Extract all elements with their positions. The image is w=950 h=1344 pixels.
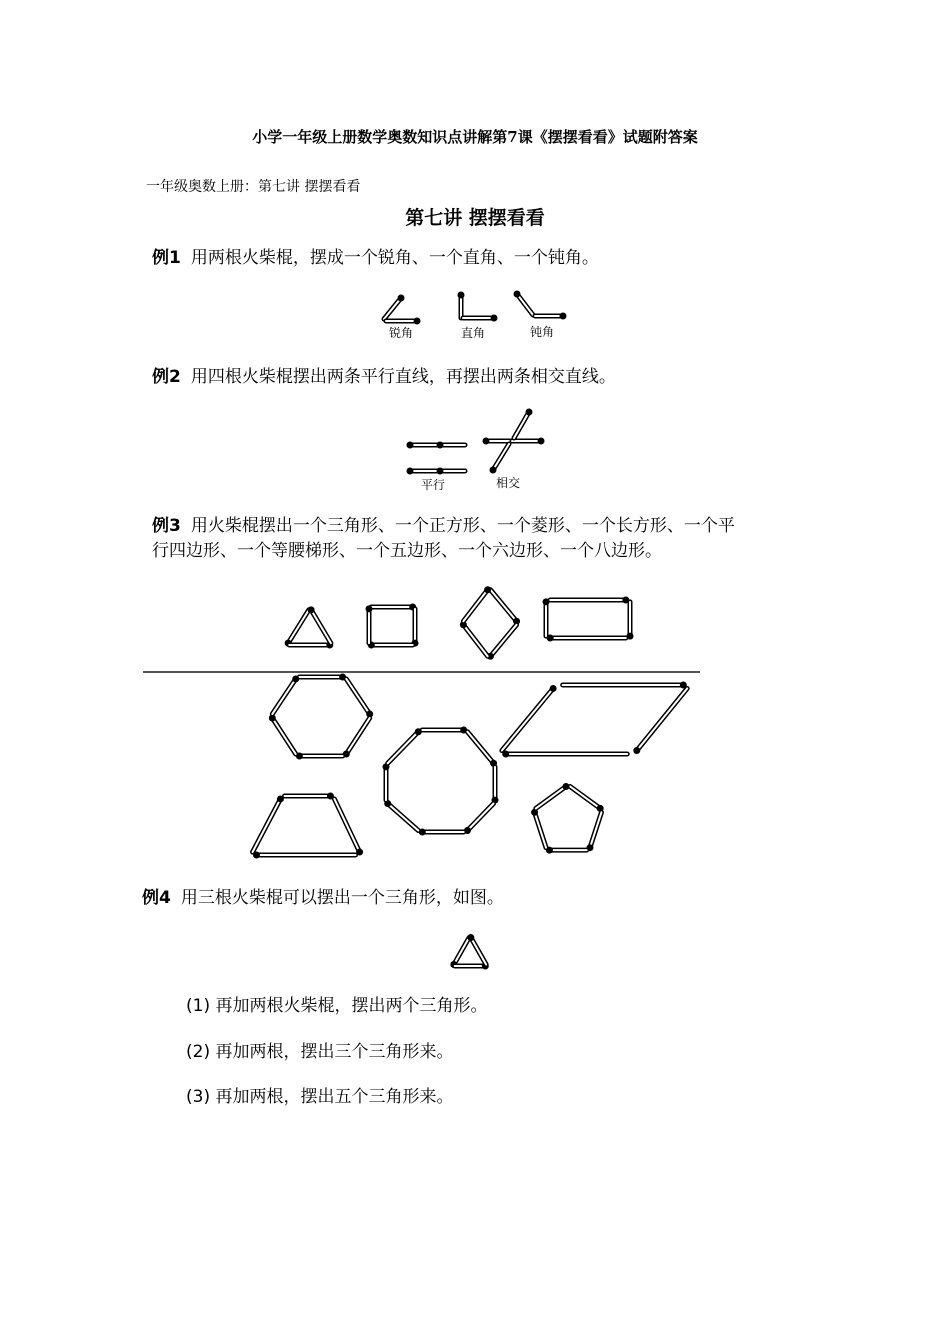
trapezoid-stick (285, 793, 334, 800)
question-3: (3) 再加两根，摆出五个三角形来。 (186, 1087, 454, 1107)
parallelogram-stick (502, 685, 557, 751)
rhombus-stick (487, 625, 517, 660)
rectangle-stick (550, 597, 629, 604)
subtitle: 一年级奥数上册：第七讲 摆摆看看 (146, 179, 361, 195)
example-4-label: 例4 (142, 888, 171, 908)
rhombus-stick (463, 586, 491, 621)
document-title: 小学一年级上册数学奥数知识点讲解第7课《摆摆看看》试题附答案 (252, 128, 698, 146)
pentagon-stick (586, 812, 601, 851)
hexagon-stick (272, 675, 299, 714)
example-1-text: 用两根火柴棍，摆成一个锐角、一个直角、一个钝角。 (190, 248, 599, 268)
square-stick (371, 604, 416, 611)
hexagon-stick (346, 679, 373, 718)
example-3-text-line2: 行四边形、一个等腰梯形、一个五边形、一个六边形、一个八边形。 (152, 541, 662, 561)
right-angle-stick (463, 315, 498, 322)
example-1-label: 例1 (152, 248, 181, 268)
octagon-stick (384, 800, 418, 831)
octagon-stick (419, 829, 464, 836)
octagon-stick (467, 732, 497, 767)
example-4-triangle-stick (450, 938, 469, 969)
example-4-triangle-stick (467, 934, 486, 965)
acute-angle-stick (386, 318, 421, 325)
trapezoid-stick (334, 799, 363, 856)
question-1: (1) 再加两根火柴棍，摆出两个三角形。 (186, 996, 488, 1016)
rhombus-stick (460, 621, 488, 656)
obtuse-angle-stick (514, 291, 534, 316)
pentagon-stick (546, 847, 587, 854)
parallel-stick (407, 442, 439, 449)
pentagon-stick (570, 786, 604, 811)
trapezoid-stick (253, 795, 284, 852)
intersect-stick (514, 409, 533, 439)
acute-angle-stick (384, 295, 405, 320)
hexagon-stick (269, 715, 296, 755)
angle-label-acute: 锐角 (389, 326, 414, 340)
parallelogram-stick (502, 751, 627, 758)
intersect-stick (483, 438, 511, 445)
square-stick (366, 605, 373, 643)
parallelogram-stick (563, 682, 687, 689)
angle-label-right: 直角 (461, 326, 486, 340)
question-2: (2) 再加两根，摆出三个三角形来。 (186, 1042, 454, 1062)
rhombus-stick (490, 590, 520, 625)
parallelogram-stick (633, 688, 687, 754)
parallel-stick (407, 468, 439, 475)
rectangle-stick (627, 602, 634, 640)
right-angle-stick (458, 292, 465, 319)
example-3-text: 用火柴棍摆出一个三角形、一个正方形、一个菱形、一个长方形、一个平 (190, 516, 735, 536)
example-2-label: 例2 (152, 367, 181, 387)
pentagon-stick (531, 809, 546, 848)
example-4-text: 用三根火柴棍可以摆出一个三角形，如图。 (180, 888, 504, 908)
line-label-parallel: 平行 (421, 478, 446, 492)
hexagon-stick (296, 753, 343, 760)
line-label-intersecting: 相交 (496, 476, 521, 490)
intersect-stick (490, 444, 510, 474)
hexagon-stick (343, 718, 370, 758)
rectangle-stick (543, 598, 550, 636)
square-stick (368, 642, 413, 649)
example-3-label: 例3 (152, 516, 181, 536)
triangle-stick (308, 606, 331, 643)
octagon-stick (388, 728, 422, 763)
lecture-title: 第七讲 摆摆看看 (405, 207, 545, 229)
intersect-stick (512, 438, 545, 445)
square-stick (412, 609, 419, 647)
triangle-stick (289, 642, 333, 649)
trapezoid-stick (253, 852, 356, 859)
parallel-stick (437, 442, 466, 449)
hexagon-stick (299, 674, 346, 681)
pentagon-stick (536, 783, 570, 808)
octagon-stick (383, 763, 390, 800)
angle-label-obtuse: 钝角 (530, 325, 555, 339)
octagon-stick (492, 767, 499, 804)
octagon-stick (422, 727, 467, 734)
triangle-stick (285, 610, 309, 647)
octagon-stick (464, 804, 494, 835)
example-2-text: 用四根火柴棍摆出两条平行直线，再摆出两条相交直线。 (190, 367, 616, 387)
parallel-stick (437, 468, 466, 475)
rectangle-stick (547, 635, 626, 642)
obtuse-angle-stick (535, 313, 567, 320)
